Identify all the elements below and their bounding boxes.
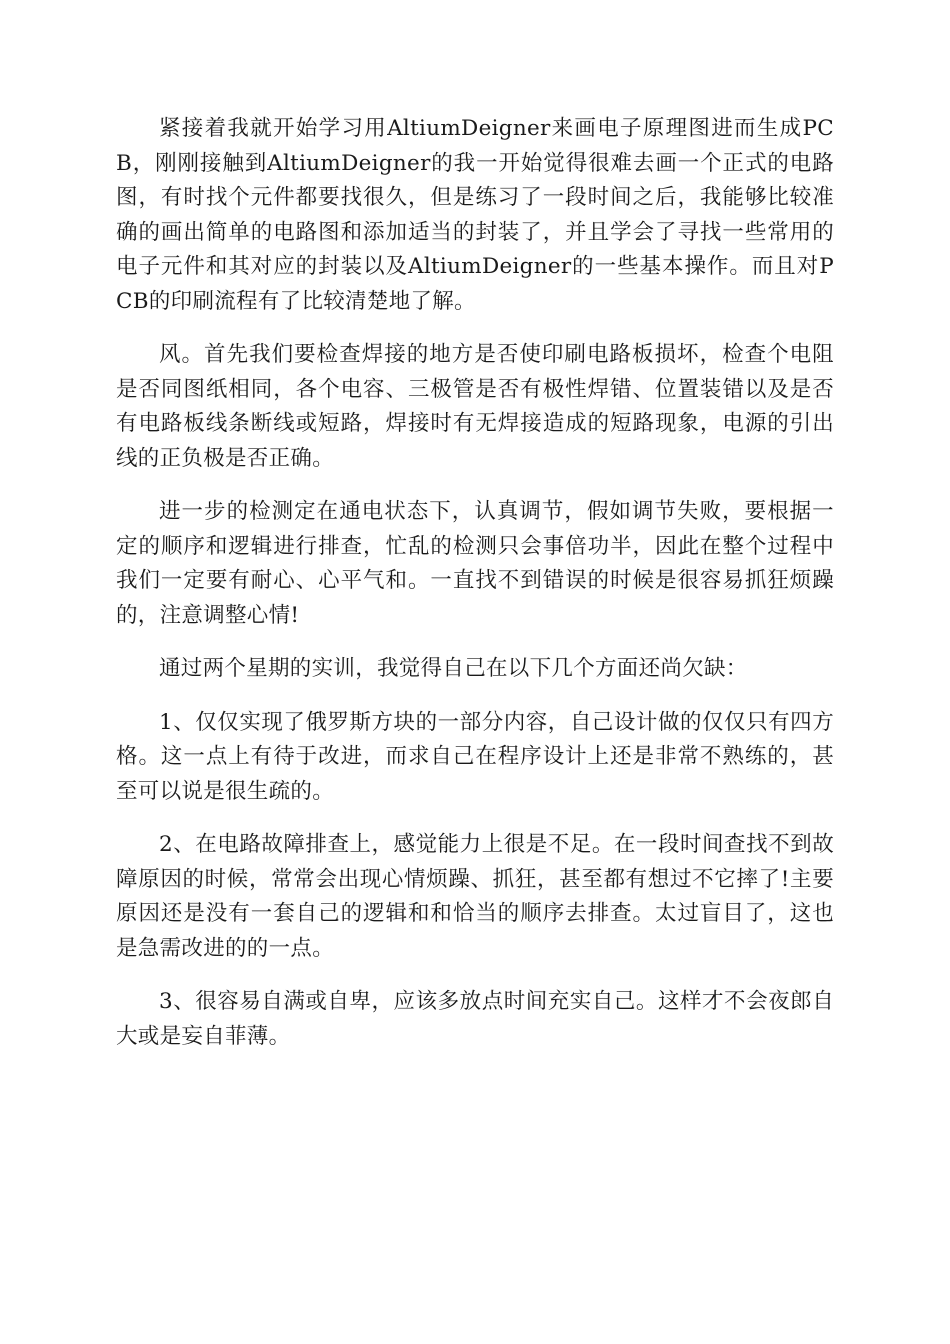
document-page xyxy=(116,112,834,1073)
paragraph-shortcoming-2: 2、在电路故障排查上，感觉能力上很是不足。在一段时间查找不到故障原因的时候，常常会出现心情烦躁、抓狂，甚至都有想过不它摔了!主要原因还是没有一套自己的逻辑和和恰当的顺序去排查。太过盲目了，这也是急需改进的的一点。 xyxy=(116,832,834,961)
paragraph-shortcoming-1: 1、仅仅实现了俄罗斯方块的一部分内容，自己设计做的仅仅只有四方格。这一点上有待于改进，而求自己在程序设计上还是非常不熟练的，甚至可以说是很生疏的。 xyxy=(116,709,834,804)
paragraph-solder-check: 风。首先我们要检查焊接的地方是否使印刷电路板损坏，检查个电阻是否同图纸相同，各个电容、三极管是否有极性焊错、位置装错以及是否有电路板线条断线或短路，焊接时有无焊接造成的短路现象，电源的引出线的正负极是否正确。 xyxy=(116,342,834,471)
paragraph-power-on-test: 进一步的检测定在通电状态下，认真调节，假如调节失败，要根据一定的顺序和逻辑进行排查，忙乱的检测只会事倍功半，因此在整个过程中我们一定要有耐心、心平气和。一直找不到错误的时候是很容易抓狂烦躁的，注意调整心情! xyxy=(116,499,834,628)
paragraph-altium-learning: 紧接着我就开始学习用AltiumDeigner来画电子原理图进而生成PCB，刚刚接触到AltiumDeigner的我一开始觉得很难去画一个正式的电路图，有时找个元件都要找很久，但是练习了一段时间之后，我能够比较准确的画出简单的电路图和添加适当的封装了，并且学会了寻找一些常用的电子元件和其对应的封装以及AltiumDeigner的一些基本操作。而且对PCB的印刷流程有了比较清楚地了解。 xyxy=(116,116,834,314)
paragraph-shortcomings-intro: 通过两个星期的实训，我觉得自己在以下几个方面还尚欠缺： xyxy=(159,656,748,681)
paragraph-shortcoming-3: 3、很容易自满或自卑，应该多放点时间充实自己。这样才不会夜郎自大或是妄自菲薄。 xyxy=(116,989,834,1049)
